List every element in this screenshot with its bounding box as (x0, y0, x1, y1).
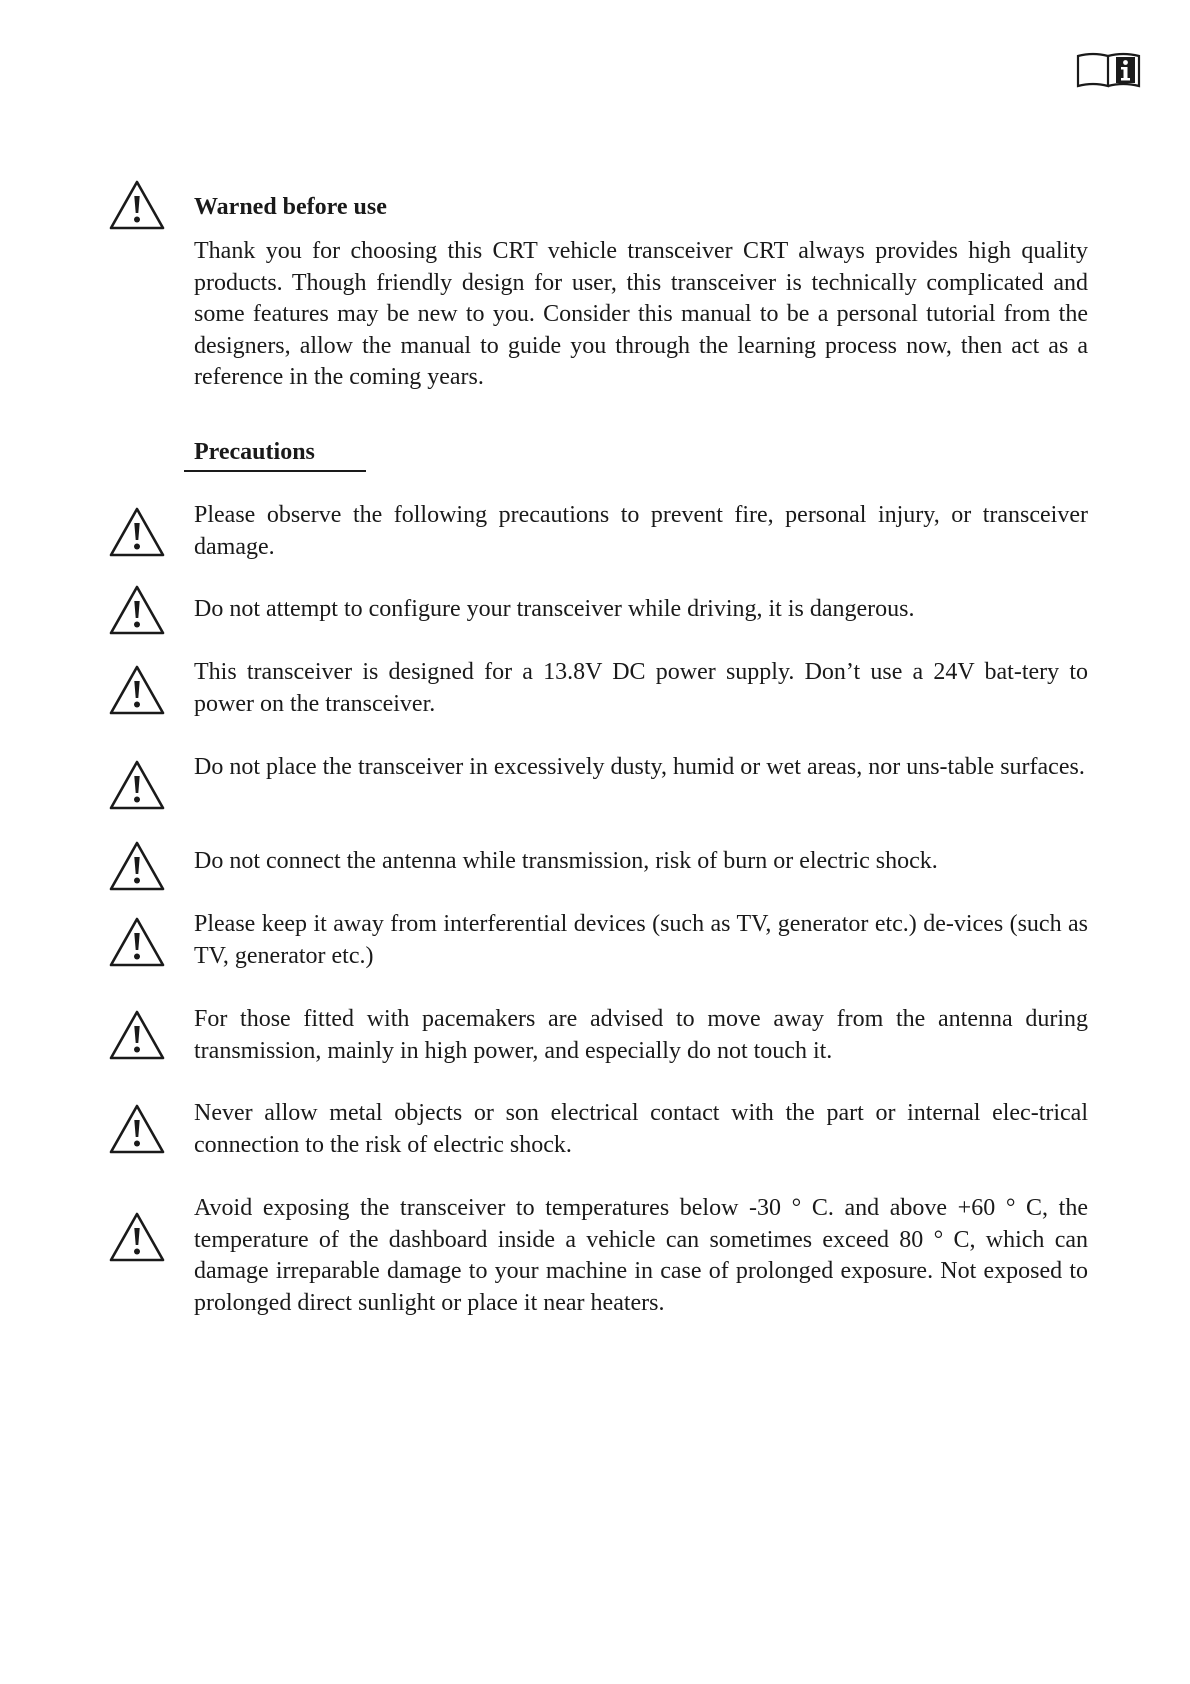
warning-icon (108, 506, 166, 558)
warning-icon (108, 1211, 166, 1263)
warning-icon (108, 1009, 166, 1061)
manual-info-icon (1075, 50, 1143, 90)
warning-icon (108, 179, 166, 231)
section-heading-precautions: Precautions (194, 439, 315, 465)
precaution-item-6: Please keep it away from interferential devices (such as TV, generator etc.) de-vices (such as TV, generator etc.) (194, 911, 1088, 969)
precaution-item-3: This transceiver is designed for a 13.8V DC power supply. Don’t use a 24V bat-tery to power on the transceiver. (194, 659, 1088, 717)
precaution-item-4: Do not place the transceiver in excessively dusty, humid or wet areas, nor uns-table surfaces. (194, 754, 1085, 780)
heading-underline (184, 470, 366, 472)
warning-icon (108, 916, 166, 968)
section-heading-warned: Warned before use (194, 194, 387, 220)
warning-icon (108, 664, 166, 716)
precaution-item-1: Please observe the following precautions to prevent fire, personal injury, or transceiver damage. (194, 502, 1088, 560)
warning-icon (108, 840, 166, 892)
precaution-item-2: Do not attempt to configure your transceiver while driving, it is dangerous. (194, 596, 915, 622)
intro-paragraph: Thank you for choosing this CRT vehicle transceiver CRT always provides high quality products. Though friendly design for user, this transceiver is technically complicated and some features may be new to you. Consider this manual to be a personal tutorial from the designers, allow the manual to guide you through the learning process now, then act as a reference in the coming years. (194, 238, 1088, 390)
precaution-item-7: For those fitted with pacemakers are advised to move away from the antenna during transmission, mainly in high power, and especially do not touch it. (194, 1006, 1088, 1064)
warning-icon (108, 584, 166, 636)
precaution-item-9: Avoid exposing the transceiver to temperatures below -30 ° C. and above +60 ° C, the temperature of the dashboard inside a vehicle can sometimes exceed 80 ° C, which can damage irreparable damage to your machine in case of prolonged exposure. Not exposed to prolonged direct sunlight or place it near heaters. (194, 1195, 1088, 1316)
precaution-item-8: Never allow metal objects or son electrical contact with the part or internal elec-trical connection to the risk of electric shock. (194, 1100, 1088, 1158)
warning-icon (108, 759, 166, 811)
warning-icon (108, 1103, 166, 1155)
precaution-item-5: Do not connect the antenna while transmission, risk of burn or electric shock. (194, 848, 938, 874)
